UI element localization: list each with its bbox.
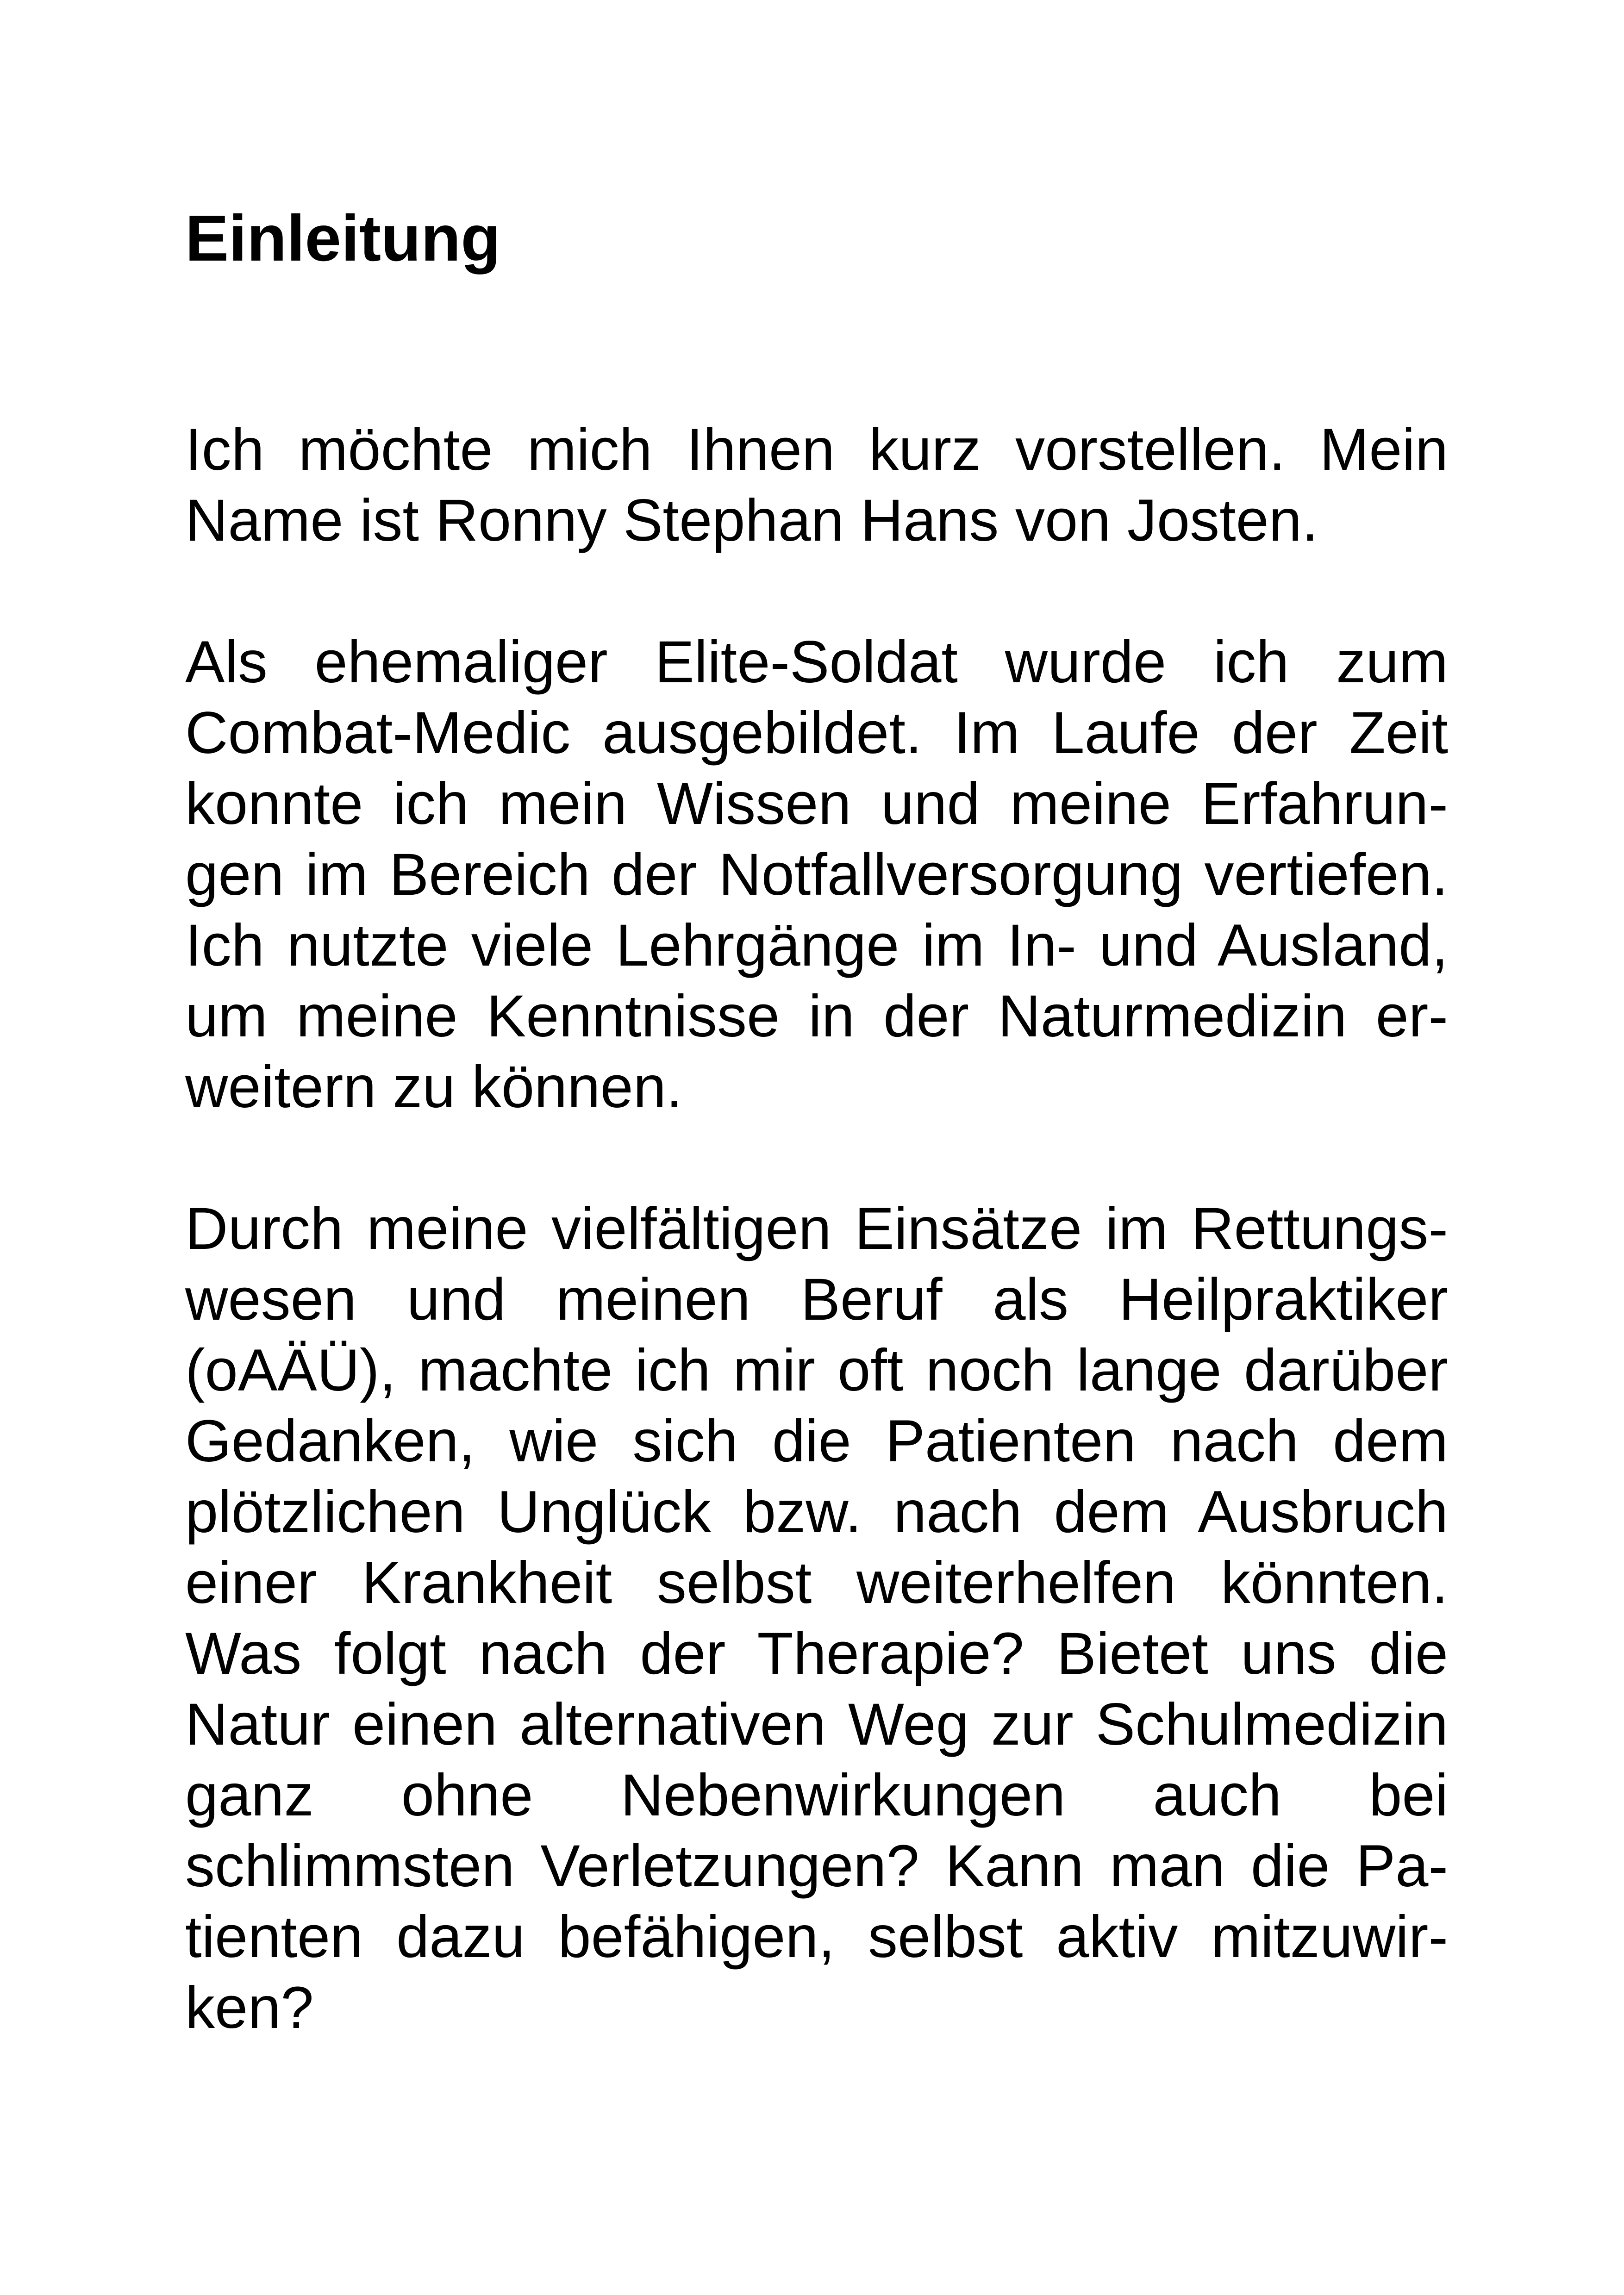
text-line: wesen und meinen Beruf als Heilpraktiker <box>185 1266 1448 1333</box>
paragraph-spacer <box>185 1123 1448 1193</box>
text-line: (oAÄÜ), machte ich mir oft noch lange darüber <box>185 1337 1448 1404</box>
text-line: tienten dazu befähigen, selbst aktiv mitzuwir- <box>185 1904 1448 1971</box>
text-line: ganz ohne Nebenwirkungen auch bei <box>185 1762 1448 1829</box>
text-line: Ich nutzte viele Lehrgänge im In- und Ausland, <box>185 912 1448 979</box>
body-text <box>185 414 1448 2043</box>
text-line: ken? <box>185 1975 314 2041</box>
text-line: Was folgt nach der Therapie? Bietet uns die <box>185 1621 1448 1687</box>
text-line: konnte ich mein Wissen und meine Erfahrun- <box>185 771 1448 837</box>
paragraph-background <box>185 627 1448 1123</box>
text-line: Ich möchte mich Ihnen kurz vorstellen. Mein <box>185 417 1448 483</box>
text-line: Name ist Ronny Stephan Hans von Josten. <box>185 487 1318 554</box>
text-line: Durch meine vielfältigen Einsätze im Rettungs- <box>185 1196 1448 1262</box>
text-line: gen im Bereich der Notfallversorgung vertiefen. <box>185 842 1448 908</box>
text-line: Natur einen alternativen Weg zur Schulmedizin <box>185 1691 1448 1758</box>
text-line: einer Krankheit selbst weiterhelfen könnten. <box>185 1550 1448 1616</box>
page-heading: Einleitung <box>185 201 501 274</box>
text-line: schlimmsten Verletzungen? Kann man die Pa- <box>185 1833 1448 1900</box>
paragraph-spacer <box>185 556 1448 627</box>
text-line: Als ehemaliger Elite-Soldat wurde ich zum <box>185 629 1448 696</box>
paragraph-introduction <box>185 414 1448 556</box>
text-line: Combat-Medic ausgebildet. Im Laufe der Zeit <box>185 700 1448 767</box>
text-line: um meine Kenntnisse in der Naturmedizin er- <box>185 983 1448 1050</box>
text-line: plötzlichen Unglück bzw. nach dem Ausbruch <box>185 1479 1448 1546</box>
page-content <box>185 199 1448 2043</box>
paragraph-motivation <box>185 1193 1448 2043</box>
text-line: weitern zu können. <box>185 1054 683 1121</box>
text-line: Gedanken, wie sich die Patienten nach dem <box>185 1408 1448 1475</box>
